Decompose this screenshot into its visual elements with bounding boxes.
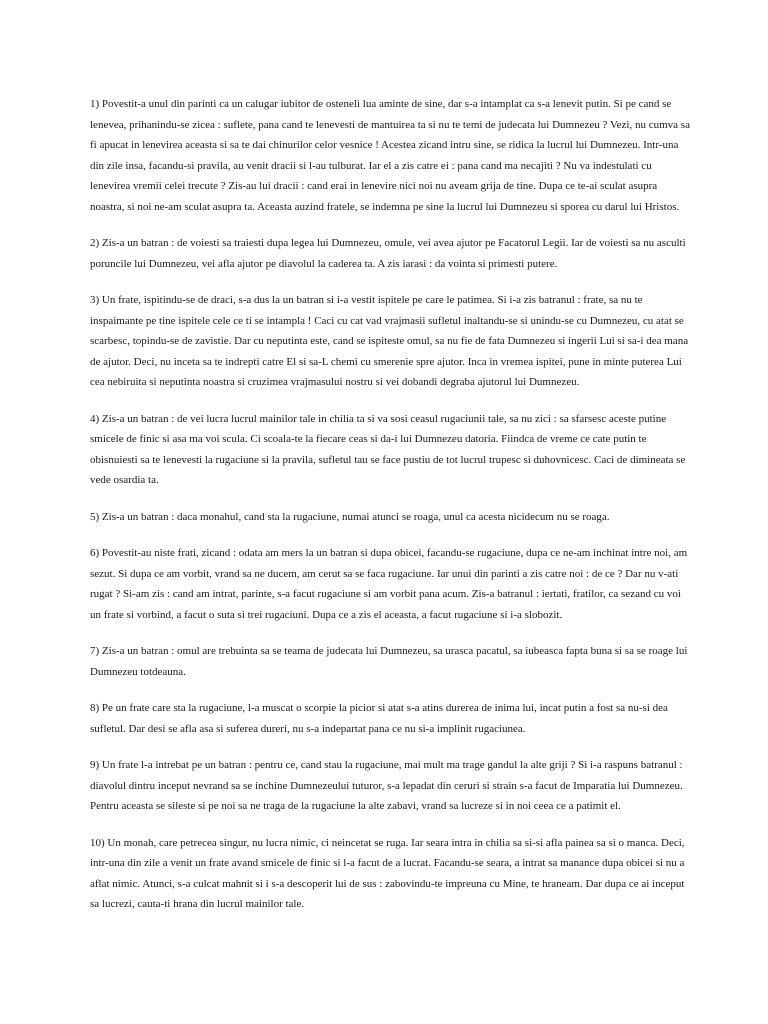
paragraph-8: 8) Pe un frate care sta la rugaciune, l-a muscat o scorpie la picior si atat s-a atins durerea de inima lui, incat putin a fost sa nu-si dea sufletul. Dar desi se afla asa si suferea dureri, nu s-a indepartat pana ce nu si-a implinit rugaciunea.	[90, 702, 668, 735]
paragraph-4: 4) Zis-a un batran : de vei lucra lucrul mainilor tale in chilia ta si va sosi ceasul rugaciunii tale, sa nu zici : sa sfarsesc aceste putine smicele de finic si asa ma voi scula. Ci scoala-te la fiecare ceas si da-i lui Dumnezeu datoria. Fiindca de vreme ce cate putin te obisnuiesti sa te lenevesti la rugaciune si la pravila, sufletul tau se face pustiu de tot lucrul trupesc si duhovnicesc. Caci de dimineata se vede osardia ta.	[90, 412, 686, 486]
paragraph-9: 9) Un frate l-a intrebat pe un batran : pentru ce, cand stau la rugaciune, mai mult ma trage gandul la alte griji ? Si i-a raspuns batranul : diavolul dintru inceput nevrand sa se inchine Dumnezeului tuturor, s-a lepadat din ceruri si strain s-a facut de Imparatia lui Dumnezeu. Pentru aceasta se sileste si pe noi sa ne traga de la rugaciune la alte zabavi, vrand sa lucreze si in noi ceea ce a patimit el.	[90, 759, 683, 812]
paragraph-7: 7) Zis-a un batran : omul are trebuinta sa se teama de judecata lui Dumnezeu, sa urasca pacatul, sa iubeasca fapta buna si sa se roage lui Dumnezeu totdeauna.	[90, 645, 688, 678]
paragraph-5: 5) Zis-a un batran : daca monahul, cand sta la rugaciune, numai atunci se roaga, unul ca acesta nicidecum nu se roaga.	[90, 510, 610, 523]
document-page	[90, 94, 690, 931]
paragraph-1: 1) Povestit-a unul din parinti ca un calugar iubitor de ostenelì lua aminte de sine, dar s-a intamplat ca s-a lenevit putin. Si pe cand se lenevea, prihanindu-se zicea : suflete, pana cand te lenevesti de mantuirea ta si nu te temi de judecata lui Dumnezeu ? Vezi, nu cumva sa fi apucat in lenevirea aceasta si sa te dai chinurilor celor vesnice ! Acestea zicand intru sine, se ridica la lucrul lui Dumnezeu. Intr-una din zile insa, facandu-si pravila, au venit dracii si l-au tulburat. Iar el a zis catre ei : pana cand ma necajiti ? Nu va indestulati cu lenevirea vremii celei trecute ? Zis-au lui dracii : cand erai in lenevire nici noi nu aveam grija de tine. Dupa ce te-ai sculat asupra noastra, si noi ne-am sculat asupra ta. Aceasta auzind fratele, se indemna pe sine la lucrul lui Dumnezeu si sporea cu darul lui Hristos.	[90, 98, 690, 213]
paragraph-6: 6) Povestit-au niste frati, zicand : odata am mers la un batran si dupa obicei, facandu-se rugaciune, dupa ce ne-am inchinat intre noi, am sezut. Si dupa ce am vorbit, vrand sa ne ducem, am cerut sa se faca rugaciune. Iar unui din parinti a zis catre noi : de ce ? Dar nu v-ati rugat ? Si-am zis : cand am intrat, parinte, s-a facut rugaciune si am vorbit pana acum. Zis-a batranul : iertati, fratilor, ca sezand cu voi un frate si vorbind, a facut o suta si trei rugaciuni. Dupa ce a zis el aceasta, a facut rugaciune si i-a slobozit.	[90, 547, 688, 621]
paragraph-2: 2) Zis-a un batran : de voiesti sa traiesti dupa legea lui Dumnezeu, omule, vei avea ajutor pe Facatorul Legii. Iar de voiesti sa nu asculti poruncile lui Dumnezeu, vei afla ajutor pe diavolul la caderea ta. A zis iarasi : da vointa si primesti putere.	[90, 237, 686, 270]
paragraph-3: 3) Un frate, ispitindu-se de draci, s-a dus la un batran si i-a vestit ispitele pe care le patimea. Si i-a zis batranul : frate, sa nu te inspaimante pe tine ispitele cele ce ti se intampla ! Caci cu cat vad vrajmasii sufletul inaltandu-se si unindu-se cu Dumnezeu, cu atat se scarbesc, topindu-se de zavistie. Dar cu neputinta este, cand se ispiteste omul, sa nu fie de fata Dumnezeu si ingerii Lui si sa-i dea mana de ajutor. Deci, nu inceta sa te indrepti catre El si sa-L chemi cu smerenie spre ajutor. Inca in vremea ispitei, pune in minte puterea Lui cea nebiruita si neputinta noastra si cruzimea vrajmasului nostru si vei dobandi degraba ajutorul lui Dumnezeu.	[90, 294, 689, 388]
paragraph-10: 10) Un monah, care petrecea singur, nu lucra nimic, ci neincetat se ruga. Iar seara intra in chilia sa si-si afla painea sa si o manca. Deci, intr-una din zile a venit un frate avand smicele de finic si l-a facut de a lucrat. Facandu-se seara, a intrat sa manance dupa obicei si nu a aflat nimic. Atunci, s-a culcat mahnit si i s-a descoperit lui de sus : zabovindu-te impreuna cu Mine, te hraneam. Dar dupa ce ai inceput sa lucrezi, cauta-ti hrana din lucrul mainilor tale.	[90, 836, 685, 910]
